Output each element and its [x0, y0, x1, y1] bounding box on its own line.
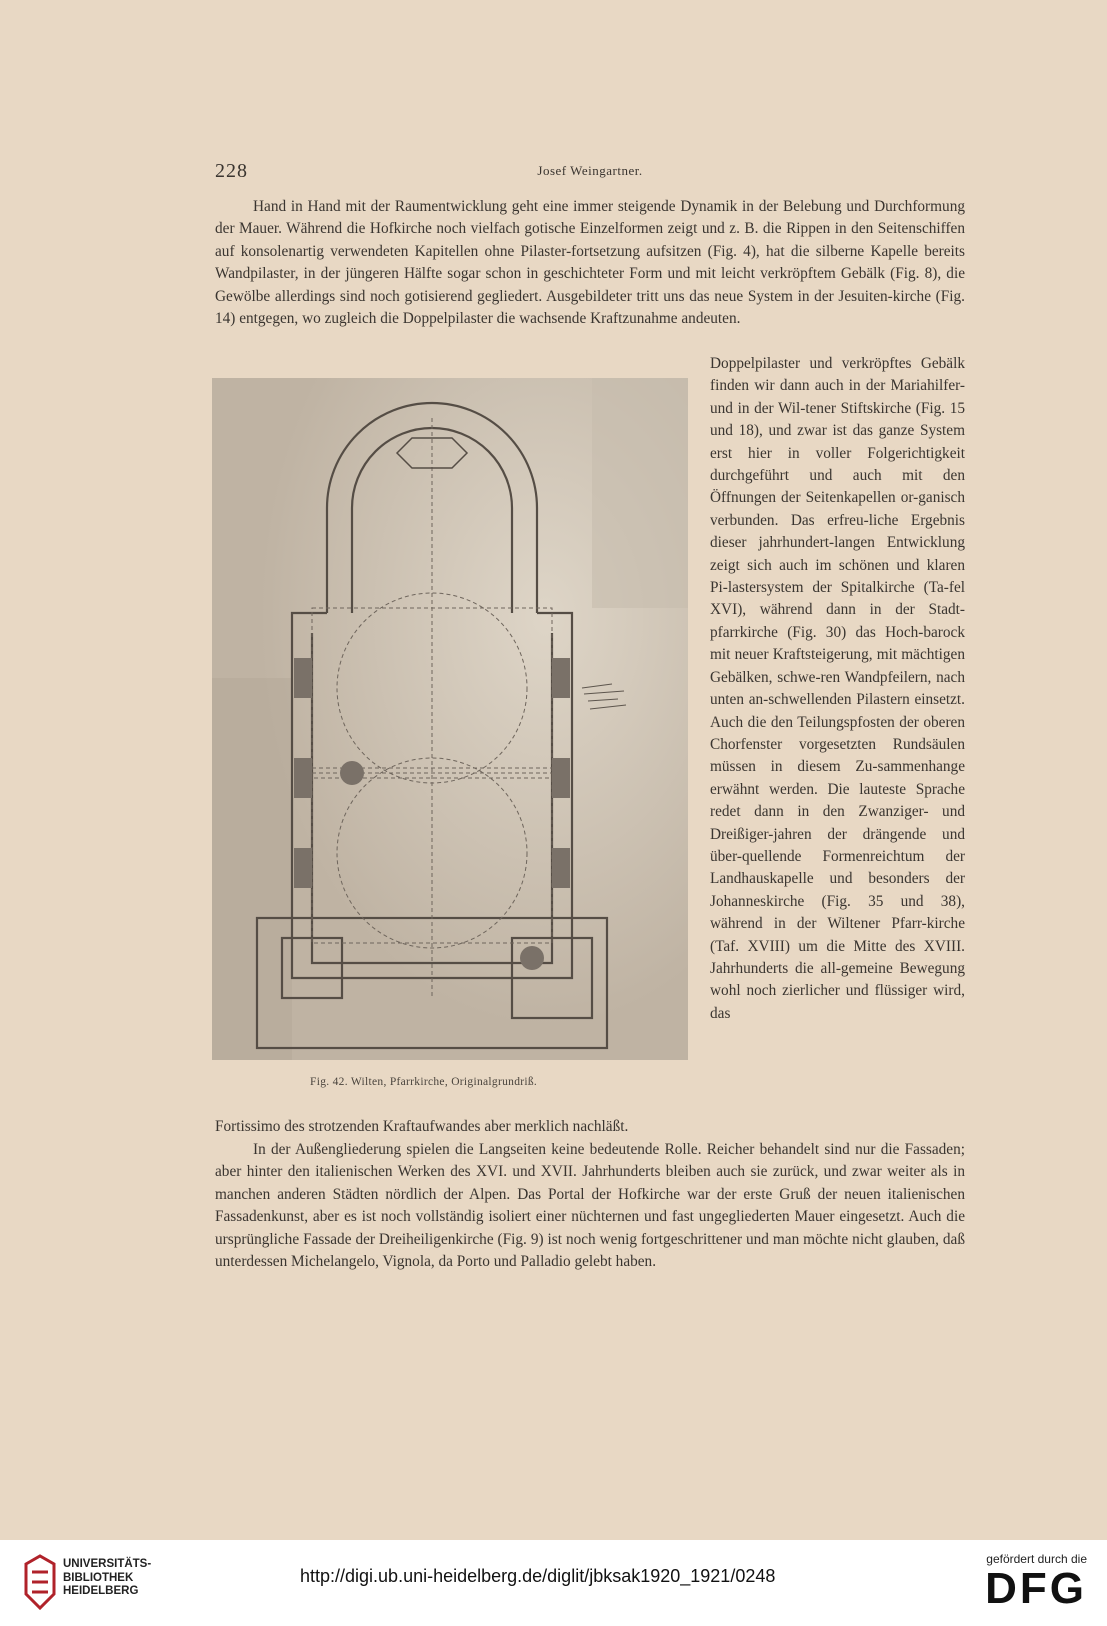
permalink-url[interactable]: http://digi.ub.uni-heidelberg.de/diglit/jbksak1920_1921/0248: [300, 1566, 776, 1586]
viewer-footer: [0, 1540, 1107, 1626]
page-number: 228: [215, 160, 248, 182]
page-header: [215, 160, 965, 184]
paragraph-wall-articulation: Hand in Hand mit der Raumentwicklung geht eine immer steigende Dynamik in der Belebung und Durchformung der Mauer. Während die Hofkirche noch vielfach gotische Einzelformen zeigt und z. B. die Rippen in den Seitenschiffen auf konsolenartig verwendeten Kapitellen ohne Pilaster-fortsetzung aufsitzen (Fig. 4), hat die silberne Kapelle bereits Wandpilaster, in der jüngeren Hälfte sogar schon in geschichteter Form und mit leicht verkröpftem Gebälk (Fig. 8), die Gewölbe allerdings sind noch gotisierend gegliedert. Ausgebildeter tritt uns das neue System in der Jesuiten-kirche (Fig. 14) entgegen, wo zugleich die Doppelpilaster die wachsende Kraftzunahme andeuten.: [215, 198, 965, 328]
funder-credit: [985, 1552, 1087, 1612]
dfg-logo: DFG: [985, 1564, 1087, 1613]
side-column-text: Doppelpilaster und verkröpftes Gebälk finden wir dann auch in der Mariahilfer- und in der Wil-tener Stiftskirche (Fig. 15 und 18), und zwar ist das ganze System erst hier in voller Folgerichtigkeit durchgeführt und auch mit den Öffnungen der Seitenkapellen or-ganisch verbunden. Das erfreu-liche Ergebnis dieser jahrhundert-langen Entwicklung zeigt sich auch im schönen und klaren Pi-lastersystem der Spitalkirche (Ta-fel XVI), während dann in der Stadt-pfarrkirche (Fig. 30) das Hoch-barock mit neuer Kraftsteigerung, mit mächtigen Gebälken, schwe-ren Wandpfeilern, nach unten an-schwellenden Pilastern einsetzt. Auch die den Teilungspfosten der oberen Chorfenster vorgesetzten Rundsäulen müssen in diesem Zu-sammenhange erwähnt werden. Die lauteste Sprache redet dann in den Zwanziger- und Dreißiger-jahren der drängende und über-quellende Formenreichtum der Landhauskapelle und besonders der Johanneskirche (Fig. 35 und 38), während in der Wiltener Pfarr-kirche (Taf. XVIII) um die Mitte des XVIII. Jahrhunderts die all-gemeine Bewegung wohl noch zierlicher und flüssiger wird, das: [710, 355, 965, 1022]
library-name: UNIVERSITÄTS- BIBLIOTHEK HEIDELBERG: [63, 1558, 152, 1597]
floor-plan-drawing: [212, 378, 688, 1060]
university-library-logo-icon: [22, 1554, 58, 1610]
funder-label: gefördert durch die: [986, 1552, 1087, 1566]
figure-caption: Fig. 42. Wilten, Pfarrkirche, Originalgrundriß.: [310, 1076, 538, 1088]
paragraph-continuation: Fortissimo des strotzenden Kraftaufwandes aber merklich nachläßt.: [215, 1118, 629, 1135]
running-title: Josef Weingartner.: [537, 163, 643, 178]
floor-plan-figure: [212, 378, 688, 1060]
paragraph-facades: In der Außengliederung spielen die Langseiten keine bedeutende Rolle. Reicher behandelt sind nur die Fassaden; aber hinter den italienischen Werken des XVI. und XVII. Jahrhunderts bleiben auch sie zurück, und zwar weiter als in manchen anderen Städten nördlich der Alpen. Das Portal der Hofkirche war der erste Gruß der neuen italienischen Fassadenkunst, aber es ist noch vollständig isoliert einer nüchternen und fast ungegliederten Mauer eingesetzt. Auch die ursprüngliche Fassade der Dreiheiligenkirche (Fig. 9) ist noch wenig fortgeschrittener und man möchte nicht glauben, daß unterdessen Michelangelo, Vignola, da Porto und Palladio gelebt haben.: [215, 1141, 965, 1271]
